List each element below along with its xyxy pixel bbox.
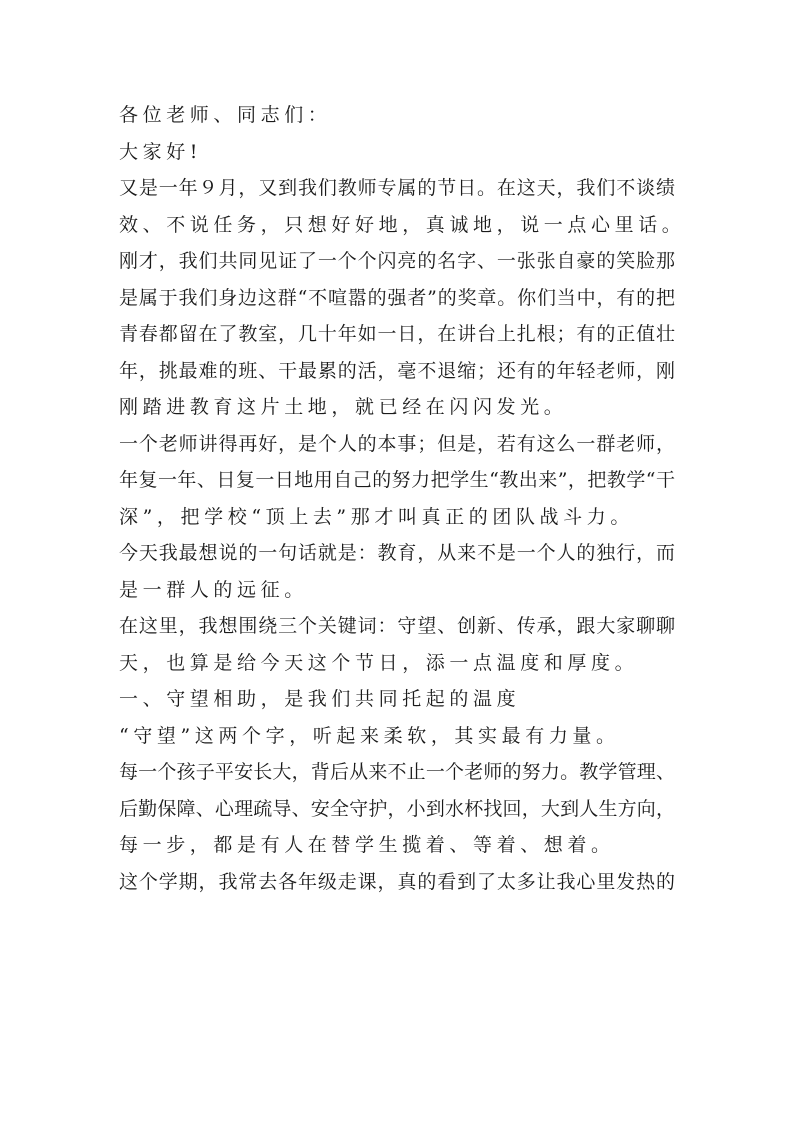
section-heading: 一、守望相助，是我们共同托起的温度: [119, 688, 521, 710]
paragraph-line: 效、不说任务，只想好好地，真诚地，说一点心里话。: [119, 213, 686, 236]
document-page: [119, 97, 686, 900]
paragraph-line: 刚踏进教育这片土地，就已经在闪闪发光。: [119, 396, 568, 418]
paragraph-line: 天，也算是给今天这个节日，添一点温度和厚度。: [119, 651, 639, 674]
paragraph-line: 是属于我们身边这群“不喧嚣的强者”的奖章。你们当中，有的把: [119, 286, 675, 309]
paragraph-line: 每一步，都是有人在替学生揽着、等着、想着。: [119, 834, 615, 856]
paragraph-line: 年，挑最难的班、干最累的活，毫不退缩；还有的年轻老师，刚: [119, 359, 675, 382]
paragraph-line: 在这里，我想围绕三个关键词：守望、创新、传承，跟大家聊聊: [119, 615, 675, 637]
salutation: 各位老师、同志们：: [119, 104, 332, 126]
paragraph-line: 每一个孩子平安长大，背后从来不止一个老师的努力。教学管理、: [119, 761, 675, 783]
paragraph-line: 刚才，我们共同见证了一个个闪亮的名字、一张张自豪的笑脸那: [119, 250, 675, 272]
paragraph-line: 深”，把学校“顶上去”那才叫真正的团队战斗力。: [119, 505, 634, 528]
paragraph-line: 这个学期，我常去各年级走课，真的看到了太多让我心里发热的: [119, 870, 675, 893]
paragraph-line: 一个老师讲得再好，是个人的本事；但是，若有这么一群老师，: [119, 432, 675, 455]
paragraph-line: 又是一年９月，又到我们教师专属的节日。在这天，我们不谈绩: [119, 177, 675, 199]
greeting: 大家好!: [119, 140, 203, 163]
paragraph-line: 青春都留在了教室，几十年如一日，在讲台上扎根；有的正值壮: [119, 323, 675, 345]
paragraph-line: 后勤保障、心理疏导、安全守护，小到水杯找回，大到人生方向，: [119, 797, 675, 820]
paragraph-line: 今天我最想说的一句话就是：教育，从来不是一个人的独行，而: [119, 542, 675, 564]
paragraph-line: 年复一年、日复一日地用自己的努力把学生“教出来”，把教学“干: [119, 469, 675, 491]
paragraph-line: 是一群人的远征。: [119, 578, 308, 601]
paragraph-line: “守望”这两个字，听起来柔软，其实最有力量。: [119, 724, 620, 747]
